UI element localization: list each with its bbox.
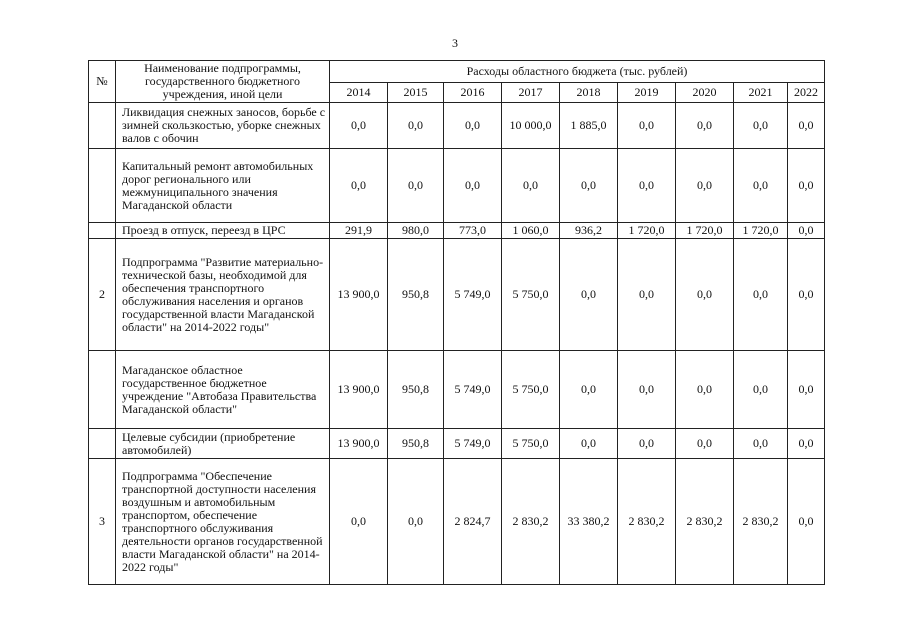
header-year: 2017	[502, 83, 560, 103]
value-cell: 13 900,0	[330, 239, 388, 351]
header-year: 2016	[444, 83, 502, 103]
value-cell: 0,0	[388, 149, 444, 223]
value-cell: 0,0	[788, 429, 825, 459]
value-cell: 2 830,2	[676, 459, 734, 585]
value-cell: 5 749,0	[444, 429, 502, 459]
value-cell: 0,0	[676, 351, 734, 429]
value-cell: 5 749,0	[444, 239, 502, 351]
value-cell: 0,0	[618, 149, 676, 223]
value-cell: 0,0	[502, 149, 560, 223]
value-cell: 0,0	[560, 239, 618, 351]
value-cell: 936,2	[560, 223, 618, 239]
table-row	[89, 149, 825, 223]
value-cell: 2 830,2	[502, 459, 560, 585]
value-cell: 950,8	[388, 429, 444, 459]
value-cell: 5 750,0	[502, 351, 560, 429]
row-name: Ликвидация снежных заносов, борьбе с зимней скользкостью, уборке снежных валов с обочин	[116, 103, 330, 149]
row-name: Магаданское областное государственное бюджетное учреждение "Автобаза Правительства Магаданской области"	[116, 351, 330, 429]
value-cell: 5 750,0	[502, 429, 560, 459]
value-cell: 13 900,0	[330, 429, 388, 459]
header-year: 2019	[618, 83, 676, 103]
value-cell: 0,0	[330, 459, 388, 585]
value-cell: 2 830,2	[618, 459, 676, 585]
value-cell: 0,0	[388, 459, 444, 585]
value-cell: 0,0	[618, 429, 676, 459]
value-cell: 0,0	[734, 103, 788, 149]
value-cell: 1 885,0	[560, 103, 618, 149]
value-cell: 0,0	[734, 429, 788, 459]
table-row	[89, 223, 825, 239]
value-cell: 0,0	[734, 351, 788, 429]
value-cell: 0,0	[560, 149, 618, 223]
value-cell: 0,0	[676, 149, 734, 223]
value-cell: 2 830,2	[734, 459, 788, 585]
table-row	[89, 103, 825, 149]
value-cell: 291,9	[330, 223, 388, 239]
value-cell: 5 750,0	[502, 239, 560, 351]
value-cell: 0,0	[788, 351, 825, 429]
row-number	[89, 223, 116, 239]
value-cell: 0,0	[330, 103, 388, 149]
value-cell: 950,8	[388, 351, 444, 429]
table-row	[89, 351, 825, 429]
row-name: Проезд в отпуск, переезд в ЦРС	[116, 223, 330, 239]
value-cell: 0,0	[388, 103, 444, 149]
value-cell: 1 720,0	[734, 223, 788, 239]
value-cell: 33 380,2	[560, 459, 618, 585]
header-year: 2020	[676, 83, 734, 103]
value-cell: 0,0	[444, 103, 502, 149]
budget-table	[88, 60, 825, 585]
row-number	[89, 351, 116, 429]
header-expenses: Расходы областного бюджета (тыс. рублей)	[330, 61, 825, 83]
row-number	[89, 429, 116, 459]
value-cell: 0,0	[330, 149, 388, 223]
value-cell: 950,8	[388, 239, 444, 351]
header-num: №	[89, 61, 116, 103]
row-number: 3	[89, 459, 116, 585]
table-row	[89, 429, 825, 459]
header-year: 2014	[330, 83, 388, 103]
value-cell: 0,0	[734, 239, 788, 351]
header-year: 2018	[560, 83, 618, 103]
header-year: 2022	[788, 83, 825, 103]
value-cell: 0,0	[618, 239, 676, 351]
header-year: 2015	[388, 83, 444, 103]
value-cell: 1 720,0	[618, 223, 676, 239]
header-year: 2021	[734, 83, 788, 103]
row-number	[89, 149, 116, 223]
table-row	[89, 239, 825, 351]
value-cell: 2 824,7	[444, 459, 502, 585]
row-number	[89, 103, 116, 149]
value-cell: 0,0	[618, 103, 676, 149]
value-cell: 0,0	[560, 429, 618, 459]
value-cell: 1 060,0	[502, 223, 560, 239]
value-cell: 773,0	[444, 223, 502, 239]
value-cell: 0,0	[560, 351, 618, 429]
table-row	[89, 459, 825, 585]
value-cell: 0,0	[676, 103, 734, 149]
value-cell: 0,0	[444, 149, 502, 223]
value-cell: 13 900,0	[330, 351, 388, 429]
value-cell: 0,0	[788, 459, 825, 585]
value-cell: 0,0	[788, 103, 825, 149]
value-cell: 0,0	[676, 239, 734, 351]
value-cell: 980,0	[388, 223, 444, 239]
row-name: Подпрограмма "Обеспечение транспортной доступности населения воздушным и автомобильным транспортом, обеспечение транспортного обслуживания деятельности органов государственной власти Магаданской области" на 2014-2022 годы"	[116, 459, 330, 585]
value-cell: 0,0	[788, 149, 825, 223]
value-cell: 0,0	[676, 429, 734, 459]
value-cell: 0,0	[618, 351, 676, 429]
header-name: Наименование подпрограммы, государственного бюджетного учреждения, иной цели	[116, 61, 330, 103]
row-name: Капитальный ремонт автомобильных дорог регионального или межмуниципального значения Магаданской области	[116, 149, 330, 223]
value-cell: 0,0	[788, 239, 825, 351]
value-cell: 5 749,0	[444, 351, 502, 429]
value-cell: 1 720,0	[676, 223, 734, 239]
row-number: 2	[89, 239, 116, 351]
page-number: 3	[452, 36, 458, 50]
row-name: Подпрограмма "Развитие материально-технической базы, необходимой для обеспечения транспортного обслуживания населения и органов государственной власти Магаданской области" на 2014-2022 годы"	[116, 239, 330, 351]
value-cell: 0,0	[788, 223, 825, 239]
row-name: Целевые субсидии (приобретение автомобилей)	[116, 429, 330, 459]
value-cell: 10 000,0	[502, 103, 560, 149]
value-cell: 0,0	[734, 149, 788, 223]
